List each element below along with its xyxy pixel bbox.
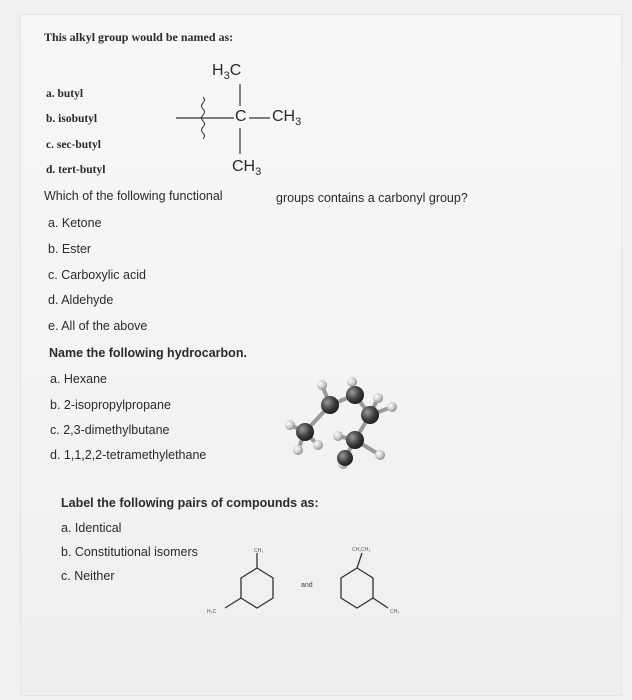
question-1-title: This alkyl group would be named as:: [44, 30, 234, 44]
q1-option-b: b. isobutyl: [46, 113, 98, 125]
structure-center-atom: C: [235, 108, 247, 125]
q4-option-a: a. Identical: [61, 521, 122, 535]
question-3-title: Name the following hydrocarbon.: [49, 346, 247, 360]
q2-option-b: b. Ester: [48, 242, 92, 256]
question-2-title-left: Which of the following functional: [44, 189, 223, 203]
and-label: and: [301, 582, 313, 589]
q3-option-c: c. 2,3-dimethylbutane: [50, 423, 170, 437]
svg-text:CH₂CH₃: CH₂CH₃: [352, 547, 371, 553]
q3-option-a: a. Hexane: [50, 372, 107, 386]
question-4-title: Label the following pairs of compounds as:: [61, 496, 319, 510]
q2-option-a: a. Ketone: [48, 216, 102, 230]
structure-right-group: $CH_3$: [272, 108, 302, 129]
svg-text:CH₃: CH₃: [390, 609, 400, 615]
q2-option-d: d. Aldehyde: [48, 293, 114, 307]
q3-option-d: d. 1,1,2,2-tetramethylethane: [50, 448, 207, 462]
question-2-title-right: groups contains a carbonyl group?: [276, 191, 468, 205]
q4-option-b: b. Constitutional isomers: [61, 545, 198, 559]
structure-top-group: $H_3C$: [212, 62, 242, 83]
svg-text:H₃C: H₃C: [207, 609, 217, 615]
structure-bottom-group: $CH_3$: [232, 158, 262, 179]
q1-option-a: a. butyl: [46, 88, 84, 100]
q3-option-b: b. 2-isopropylpropane: [50, 398, 171, 412]
q2-option-e: e. All of the above: [48, 319, 148, 333]
q1-option-d: d. tert-butyl: [46, 164, 106, 176]
q4-option-c: c. Neither: [61, 569, 115, 583]
svg-text:CH₃: CH₃: [254, 548, 264, 554]
q1-option-c: c. sec-butyl: [46, 139, 101, 151]
q2-option-c: c. Carboxylic acid: [48, 268, 146, 282]
